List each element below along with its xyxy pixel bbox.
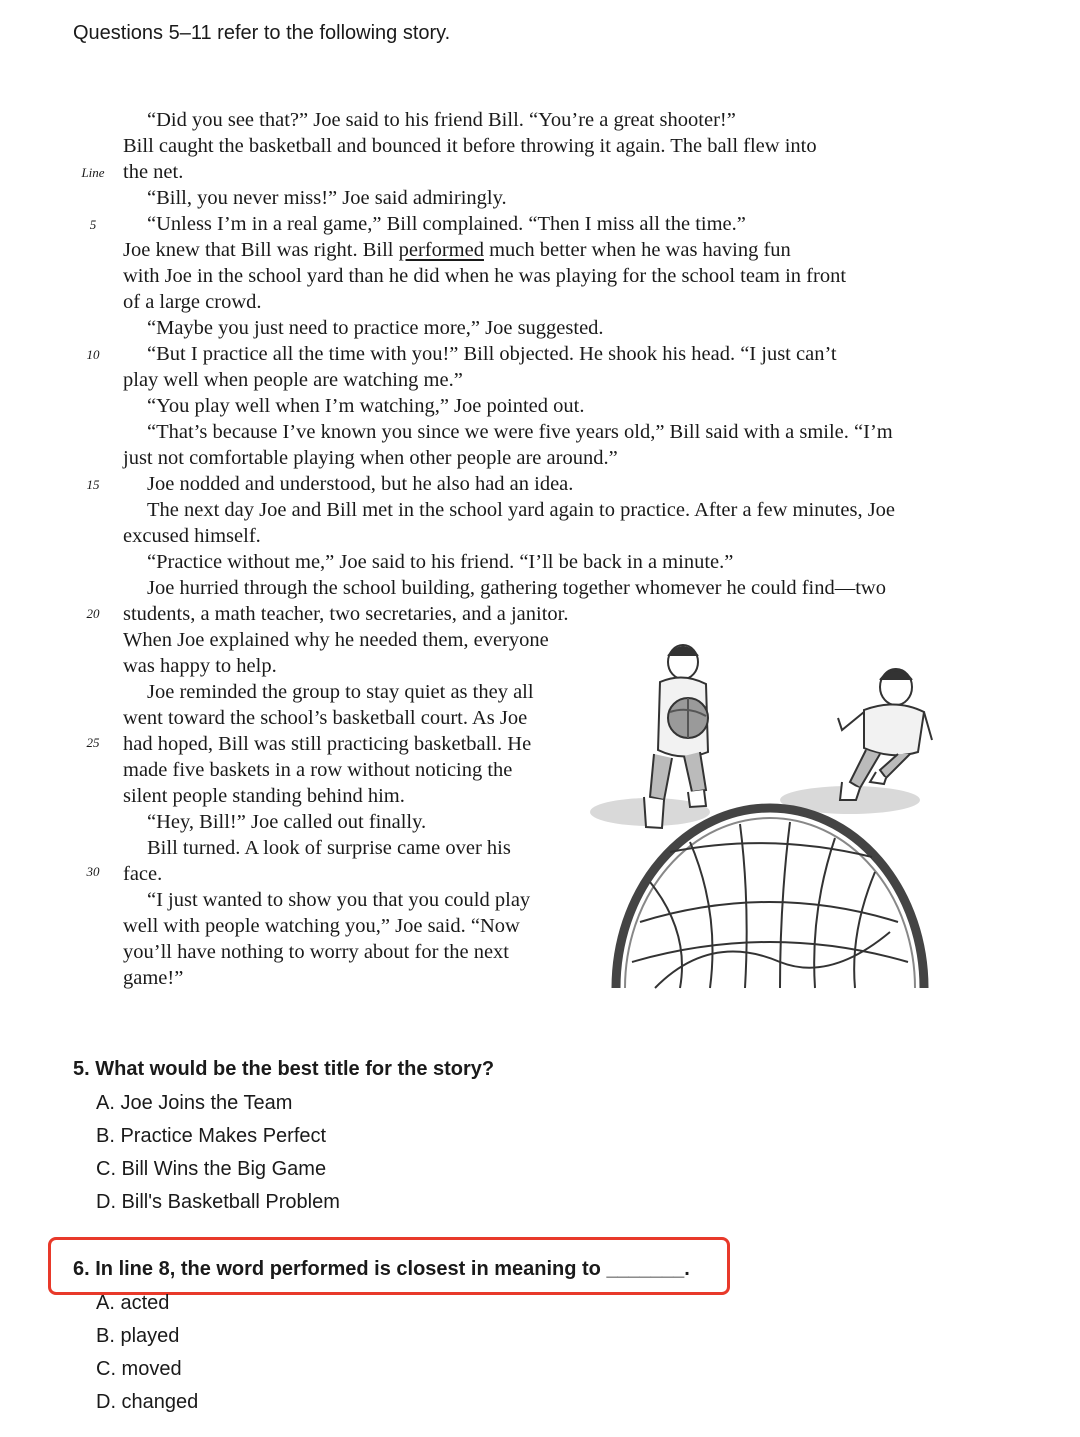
line-number: 10 <box>86 347 100 362</box>
story-line: game!” <box>123 967 184 989</box>
story-line: the net. <box>123 161 184 183</box>
question-5-option-c[interactable]: C. Bill Wins the Big Game <box>96 1158 327 1180</box>
line-number: 25 <box>86 735 100 750</box>
boy-arms-raised <box>838 669 932 800</box>
story-line: Joe nodded and understood, but he also had an idea. <box>147 473 574 495</box>
story-line: The next day Joe and Bill met in the school yard again to practice. After a few minutes, Joe <box>147 499 896 521</box>
line-number: 15 <box>86 477 100 492</box>
question-6-option-d[interactable]: D. changed <box>96 1391 199 1413</box>
story-line: was happy to help. <box>123 655 277 677</box>
story-line: made five baskets in a row without noticing the <box>123 759 513 781</box>
story-line: “Unless I’m in a real game,” Bill complained. “Then I miss all the time.” <box>147 213 746 235</box>
story-line: you’ll have nothing to worry about for the next <box>123 941 509 963</box>
question-6-option-a[interactable]: A. acted <box>96 1292 170 1314</box>
question-5-option-b[interactable]: B. Practice Makes Perfect <box>96 1125 327 1147</box>
story-line: Bill caught the basketball and bounced it before throwing it again. The ball flew into <box>123 135 817 157</box>
story-line: “But I practice all the time with you!” Bill objected. He shook his head. “I just can’t <box>147 343 837 365</box>
question-5-option-d[interactable]: D. Bill's Basketball Problem <box>96 1191 340 1213</box>
story-line: students, a math teacher, two secretaries, and a janitor. <box>123 603 569 625</box>
story-line: Bill turned. A look of surprise came over his <box>147 837 511 859</box>
story-line: “Practice without me,” Joe said to his friend. “I’ll be back in a minute.” <box>147 551 734 573</box>
story-line <box>123 237 791 263</box>
story-line: “Hey, Bill!” Joe called out finally. <box>147 811 427 833</box>
story-line: “You play well when I’m watching,” Joe pointed out. <box>147 395 585 417</box>
story-line: Joe hurried through the school building, gathering together whomever he could find—two <box>147 577 886 599</box>
story-line: “Did you see that?” Joe said to his friend Bill. “You’re a great shooter!” <box>147 109 736 131</box>
basketball-hoop <box>616 808 924 988</box>
story-line: When Joe explained why he needed them, everyone <box>123 629 549 651</box>
question-6-option-c[interactable]: C. moved <box>96 1358 182 1380</box>
underlined-word-performed: performed <box>398 239 484 261</box>
line-prefix: Joe knew that Bill was right. Bill <box>123 239 394 261</box>
story-line: with Joe in the school yard than he did when he was playing for the school team in front <box>123 265 847 287</box>
story-line: “Maybe you just need to practice more,” Joe suggested. <box>147 317 604 339</box>
question-5-option-a[interactable]: A. Joe Joins the Team <box>96 1092 293 1114</box>
question-5-title: 5. What would be the best title for the story? <box>73 1058 495 1080</box>
line-number: 20 <box>86 606 100 621</box>
story-line: “That’s because I’ve known you since we were five years old,” Bill said with a smile. “I’m <box>147 421 893 443</box>
story-line: “Bill, you never miss!” Joe said admiringly. <box>147 187 507 209</box>
story-line: of a large crowd. <box>123 291 262 313</box>
line-suffix: much better when he was having fun <box>489 239 791 261</box>
question-6-option-b[interactable]: B. played <box>96 1325 180 1347</box>
story-line: “I just wanted to show you that you could play <box>147 889 531 911</box>
story-line: Joe reminded the group to stay quiet as they all <box>147 681 534 703</box>
story-line: had hoped, Bill was still practicing basketball. He <box>123 733 532 755</box>
line-label: Line <box>81 165 105 180</box>
story-line: excused himself. <box>123 525 261 547</box>
basketball-illustration <box>580 632 940 992</box>
story-line: face. <box>123 863 163 885</box>
story-line: just not comfortable playing when other people are around.” <box>123 447 618 469</box>
line-number: 5 <box>89 217 97 232</box>
story-line: play well when people are watching me.” <box>123 369 463 391</box>
intro-heading: Questions 5–11 refer to the following story. <box>73 22 451 44</box>
question-6-title: 6. In line 8, the word performed is closest in meaning to _______. <box>73 1258 690 1280</box>
line-number: 30 <box>86 864 100 879</box>
story-line: silent people standing behind him. <box>123 785 405 807</box>
story-line: well with people watching you,” Joe said. “Now <box>123 915 520 937</box>
story-line: went toward the school’s basketball court. As Joe <box>123 707 528 729</box>
